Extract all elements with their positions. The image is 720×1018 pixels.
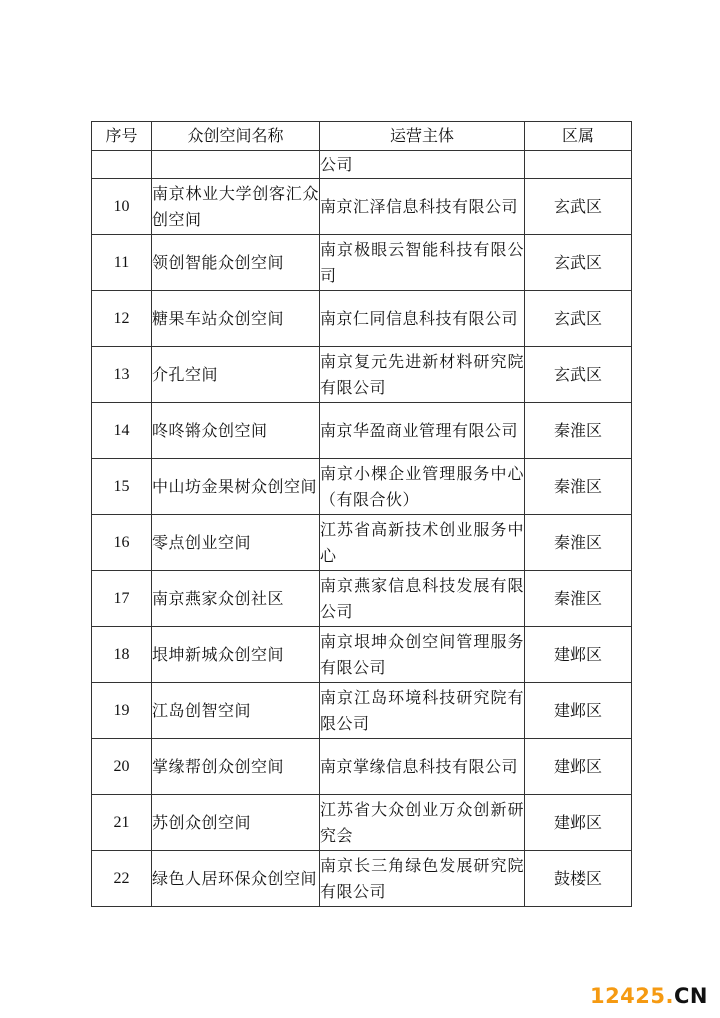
cell-district: 玄武区 — [525, 235, 632, 291]
site-watermark — [590, 984, 708, 1008]
table-row — [92, 571, 632, 627]
cell-district: 秦淮区 — [525, 515, 632, 571]
cell-operator: 南京长三角绿色发展研究院有限公司 — [320, 851, 525, 907]
cell-space-name: 南京林业大学创客汇众创空间 — [152, 179, 320, 235]
table-row — [92, 627, 632, 683]
cell-space-name: 介孔空间 — [152, 347, 320, 403]
cell-space-name: 苏创众创空间 — [152, 795, 320, 851]
cell-district: 建邺区 — [525, 627, 632, 683]
cell-district: 建邺区 — [525, 795, 632, 851]
cell-operator: 南京燕家信息科技发展有限公司 — [320, 571, 525, 627]
cell-district: 秦淮区 — [525, 571, 632, 627]
table-row — [92, 515, 632, 571]
cell-district: 玄武区 — [525, 179, 632, 235]
cell-operator: 江苏省大众创业万众创新研究会 — [320, 795, 525, 851]
cell-district: 秦淮区 — [525, 459, 632, 515]
cell-index: 14 — [92, 403, 152, 459]
continuation-row — [92, 151, 632, 179]
table-row — [92, 347, 632, 403]
cell-index: 15 — [92, 459, 152, 515]
cell-space-name: 领创智能众创空间 — [152, 235, 320, 291]
header-space-name: 众创空间名称 — [152, 122, 320, 151]
table-row — [92, 459, 632, 515]
table-row — [92, 851, 632, 907]
cell-operator: 江苏省高新技术创业服务中心 — [320, 515, 525, 571]
cell-index: 19 — [92, 683, 152, 739]
cell-space-name: 南京燕家众创社区 — [152, 571, 320, 627]
cell-operator: 南京华盈商业管理有限公司 — [320, 403, 525, 459]
table-row — [92, 235, 632, 291]
cell-district — [525, 151, 632, 179]
cell-space-name: 垠坤新城众创空间 — [152, 627, 320, 683]
header-district: 区属 — [525, 122, 632, 151]
table-row — [92, 795, 632, 851]
cell-space-name: 江岛创智空间 — [152, 683, 320, 739]
cell-space-name: 掌缘帮创众创空间 — [152, 739, 320, 795]
table-row — [92, 179, 632, 235]
table-row — [92, 683, 632, 739]
table-row — [92, 403, 632, 459]
cell-district: 玄武区 — [525, 291, 632, 347]
cell-space-name: 中山坊金果树众创空间 — [152, 459, 320, 515]
cell-index: 13 — [92, 347, 152, 403]
watermark-dot: . — [665, 984, 674, 1008]
table-row — [92, 739, 632, 795]
cell-index: 16 — [92, 515, 152, 571]
cell-district: 玄武区 — [525, 347, 632, 403]
header-operator: 运营主体 — [320, 122, 525, 151]
cell-index: 11 — [92, 235, 152, 291]
cell-index: 22 — [92, 851, 152, 907]
cell-operator: 南京汇泽信息科技有限公司 — [320, 179, 525, 235]
cell-index: 21 — [92, 795, 152, 851]
table-row — [92, 291, 632, 347]
cell-space-name: 咚咚锵众创空间 — [152, 403, 320, 459]
cell-operator: 南京仁同信息科技有限公司 — [320, 291, 525, 347]
cell-index: 17 — [92, 571, 152, 627]
cell-space-name: 绿色人居环保众创空间 — [152, 851, 320, 907]
watermark-number: 12425 — [589, 984, 666, 1008]
cell-index — [92, 151, 152, 179]
cell-operator: 南京小棵企业管理服务中心（有限合伙） — [320, 459, 525, 515]
cell-operator: 南京复元先进新材料研究院有限公司 — [320, 347, 525, 403]
header-index: 序号 — [92, 122, 152, 151]
cell-operator: 南京掌缘信息科技有限公司 — [320, 739, 525, 795]
cell-space-name: 糖果车站众创空间 — [152, 291, 320, 347]
cell-operator: 南京垠坤众创空间管理服务有限公司 — [320, 627, 525, 683]
table-header-row — [92, 122, 632, 151]
cell-index: 12 — [92, 291, 152, 347]
space-table — [91, 121, 632, 907]
cell-operator: 南京江岛环境科技研究院有限公司 — [320, 683, 525, 739]
cell-district: 建邺区 — [525, 683, 632, 739]
cell-space-name: 零点创业空间 — [152, 515, 320, 571]
cell-district: 建邺区 — [525, 739, 632, 795]
cell-space-name — [152, 151, 320, 179]
cell-operator: 南京极眼云智能科技有限公司 — [320, 235, 525, 291]
cell-index: 10 — [92, 179, 152, 235]
cell-operator: 公司 — [320, 151, 525, 179]
watermark-suffix: CN — [674, 984, 708, 1008]
cell-index: 20 — [92, 739, 152, 795]
cell-index: 18 — [92, 627, 152, 683]
cell-district: 鼓楼区 — [525, 851, 632, 907]
cell-district: 秦淮区 — [525, 403, 632, 459]
